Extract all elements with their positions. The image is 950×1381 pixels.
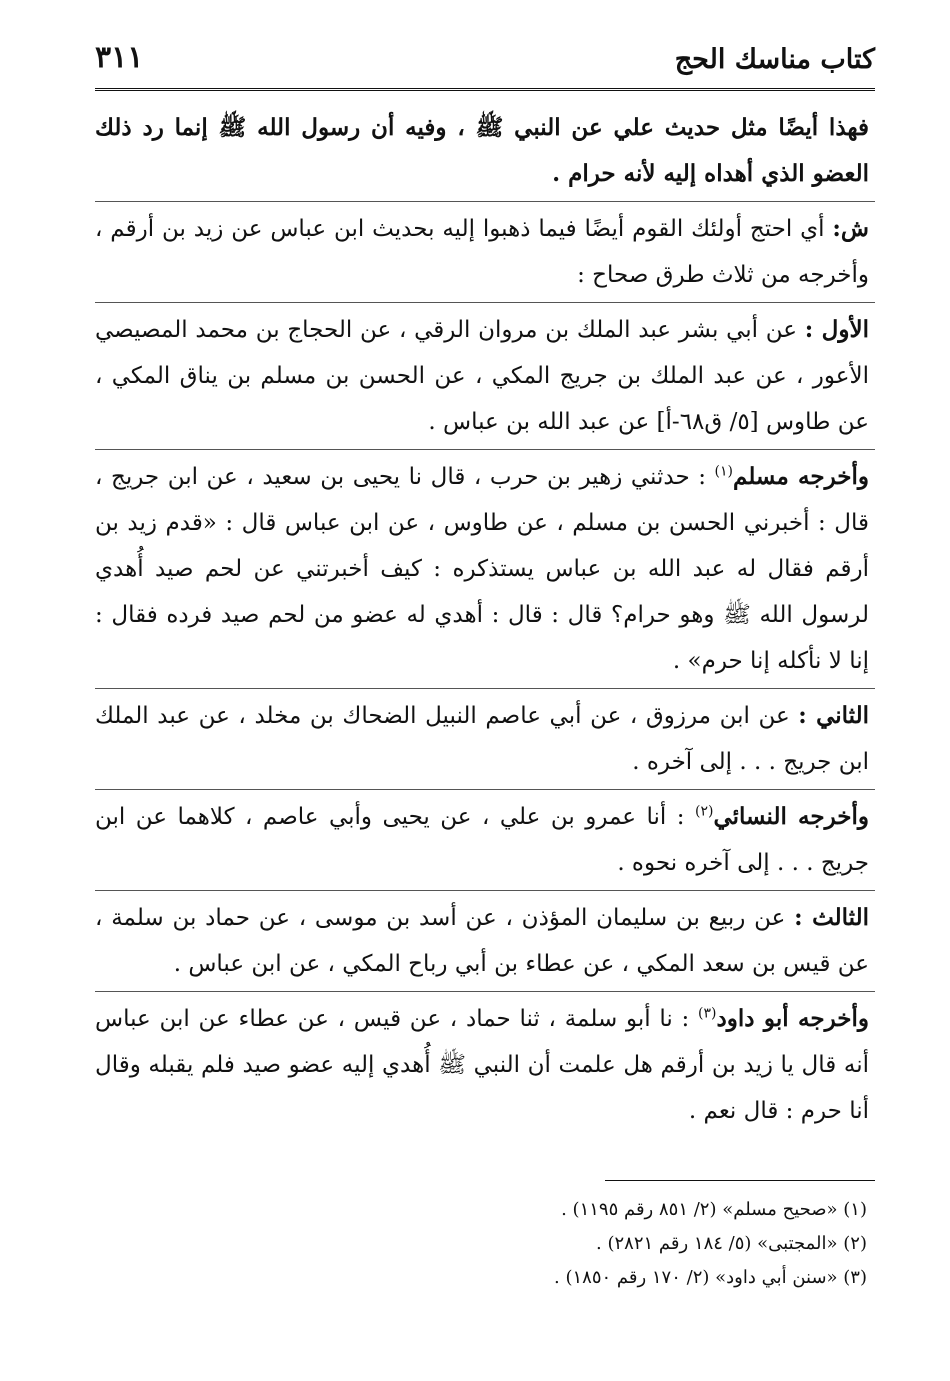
paragraph-7 (95, 890, 875, 987)
footnote-2: (٢) «المجتبى» (٥/ ١٨٤ رقم ٢٨٢١) . (596, 1233, 867, 1254)
footnote-3: (٣) «سنن أبي داود» (٢/ ١٧٠ رقم ١٨٥٠) . (554, 1267, 867, 1288)
paragraph-4 (95, 449, 875, 684)
page (95, 40, 875, 1340)
paragraph-text: : أنا عمرو بن علي ، عن يحيى وأبي عاصم ، كلاهما عن ابن جريج . . . إلى آخره نحوه . (95, 804, 869, 876)
paragraph-1 (95, 105, 875, 197)
paragraph-text: : نا أبو سلمة ، ثنا حماد ، عن قيس ، عن عطاء عن ابن عباس أنه قال يا زيد بن أرقم هل علمت أن النبي ﷺ أُهدي إليه عضو صيد فلم يقبله وقال أنا حرم : قال نعم . (95, 1006, 869, 1124)
paragraph-text: فهذا أيضًا مثل حديث علي عن النبي ﷺ ، وفيه أن رسول الله ﷺ إنما رد ذلك العضو الذي أهداه إليه لأنه حرام . (95, 114, 869, 187)
header-title: كتاب مناسك الحج (674, 44, 875, 75)
running-header (95, 40, 875, 91)
paragraph-text: عن ربيع بن سليمان المؤذن ، عن أسد بن موسى ، عن حماد بن سلمة ، عن قيس بن سعد المكي ، عن عطاء بن أبي رباح المكي ، عن ابن عباس . (95, 905, 869, 977)
paragraph-lead: وأخرجه مسلم (733, 463, 869, 490)
paragraph-lead: وأخرجه النسائي (713, 803, 869, 830)
footnote-separator (605, 1180, 875, 1181)
paragraph-lead: الأول : (804, 316, 869, 343)
paragraph-lead: وأخرجه أبو داود (716, 1005, 870, 1032)
page-number: ٣١١ (95, 40, 144, 75)
footnote-ref[interactable]: (٣) (698, 1005, 717, 1022)
paragraph-5 (95, 688, 875, 785)
paragraph-8 (95, 991, 875, 1134)
paragraph-lead: الثاني : (798, 702, 869, 729)
paragraph-text: عن ابن مرزوق ، عن أبي عاصم النبيل الضحاك بن مخلد ، عن عبد الملك ابن جريج . . . إلى آخره . (95, 703, 869, 775)
paragraph-text: أي احتج أولئك القوم أيضًا فيما ذهبوا إليه بحديث ابن عباس عن زيد بن أرقم ، وأخرجه من ثلاث طرق صحاح : (95, 216, 869, 288)
main-text (95, 105, 875, 1134)
footnote-ref[interactable]: (٢) (694, 803, 714, 820)
footnote-ref[interactable]: (١) (714, 463, 734, 480)
paragraph-lead: الثالث : (794, 904, 870, 931)
footnote-1: (١) «صحيح مسلم» (٢/ ٨٥١ رقم ١١٩٥) . (561, 1199, 867, 1220)
paragraph-2 (95, 201, 875, 298)
footnotes (95, 1180, 875, 1295)
paragraph-text: : حدثني زهير بن حرب ، قال نا يحيى بن سعيد ، عن ابن جريج ، قال : أخبرني الحسن بن مسلم ، عن طاوس ، عن ابن عباس قال : «قدم زيد بن أرقم فقال له عبد الله بن عباس يستذكره : كيف أخبرتني عن لحم صيد أُهدي لرسول الله ﷺ وهو حرام؟ قال : قال : أهدي له عضو من لحم صيد فرده فقال : إنا لا نأكله إنا حرم» . (95, 464, 869, 674)
paragraph-6 (95, 789, 875, 886)
paragraph-3 (95, 302, 875, 445)
paragraph-lead: ش: (832, 215, 869, 242)
paragraph-text: عن أبي بشر عبد الملك بن مروان الرقي ، عن الحجاج بن محمد المصيصي الأعور ، عن عبد الملك بن جريج المكي ، عن الحسن بن مسلم بن يناق المكي ، عن طاوس [٥/ ق٦٨-أ] عن عبد الله بن عباس . (95, 317, 869, 435)
